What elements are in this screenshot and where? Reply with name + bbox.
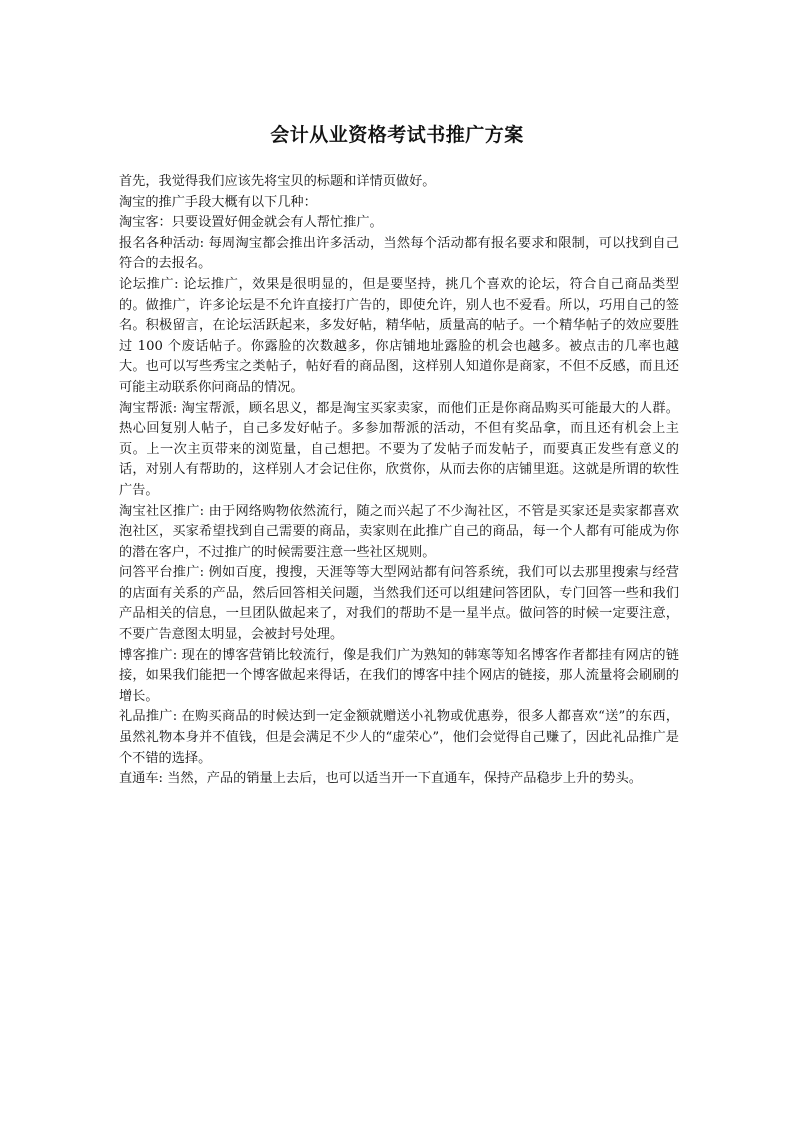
- paragraph-community: 淘宝社区推广: 由于网络购物依然流行，随之而兴起了不少淘社区，不管是买家还是卖家都喜欢泡社区，买家希望找到自己需要的商品，卖家则在此推广自己的商品，每一个人都有可能成为你的潜在客户，不过推广的时候需要注意一些社区规则。: [119, 503, 679, 560]
- paragraph-blog: 博客推广: 现在的博客营销比较流行，像是我们广为熟知的韩寒等知名博客作者都挂有网店的链接，如果我们能把一个博客做起来得话，在我们的博客中挂个网店的链接，那人流量将会刷刷的增长。: [119, 647, 679, 704]
- paragraph-methods-heading: 淘宝的推广手段大概有以下几种：: [119, 194, 317, 210]
- paragraph-qa: 问答平台推广: 例如百度，搜搜，天涯等等大型网站都有问答系统，我们可以去那里搜索与经营的店面有关系的产品，然后回答相关问题，当然我们还可以组建问答团队，专门回答一些和我们产品相关的信息，一旦团队做起来了，对我们的帮助不是一星半点。做问答的时候一定要注意，不要广告意图太明显，会被封号处理。: [119, 565, 679, 643]
- paragraph-bangpai: 淘宝帮派: 淘宝帮派，顾名思义，都是淘宝买家卖家，而他们正是你商品购买可能最大的人群。热心回复别人帖子，自己多发好帖子。多参加帮派的活动，不但有奖品拿，而且还有机会上主页。上一次主页带来的浏览量，自己想把。不要为了发帖子而发帖子，而要真正发些有意义的话，对别人有帮助的，这样别人才会记住你，欣赏你，从而去你的店铺里逛。这就是所谓的软性广告。: [119, 400, 679, 498]
- paragraph-ztc: 直通车: 当然，产品的销量上去后，也可以适当开一下直通车，保持产品稳步上升的势头。: [119, 771, 642, 787]
- document-body: [119, 172, 679, 790]
- paragraph-activities: 报名各种活动: 每周淘宝都会推出许多活动，当然每个活动都有报名要求和限制，可以找到自己符合的去报名。: [119, 235, 679, 272]
- paragraph-forum: 论坛推广: 论坛推广，效果是很明显的，但是要坚持，挑几个喜欢的论坛，符合自己商品类型的。做推广，许多论坛是不允许直接打广告的，即使允许，别人也不爱看。所以，巧用自己的签名。积极留言，在论坛活跃起来，多发好帖，精华帖，质量高的帖子。一个精华帖子的效应要胜过 100 个废话帖子。你露脸的次数越多，你店铺地址露脸的机会也越多。被点击的几率也越大。也可以写些秀宝之类帖子，帖好看的商品图，这样别人知道你是商家，不但不反感，而且还可能主动联系你问商品的情况。: [119, 276, 679, 395]
- paragraph-intro: 首先，我觉得我们应该先将宝贝的标题和详情页做好。: [119, 174, 436, 189]
- paragraph-gift: 礼品推广: 在购买商品的时候达到一定金额就赠送小礼物或优惠券，很多人都喜欢“送”的东西，虽然礼物本身并不值钱，但是会满足不少人的“虚荣心”，他们会觉得自己赚了，因此礼品推广是个不错的选择。: [119, 709, 679, 766]
- paragraph-taobaoke: 淘宝客：只要设置好佣金就会有人帮忙推广。: [119, 215, 383, 231]
- document-title: 会计从业资格考试书推广方案: [270, 124, 524, 146]
